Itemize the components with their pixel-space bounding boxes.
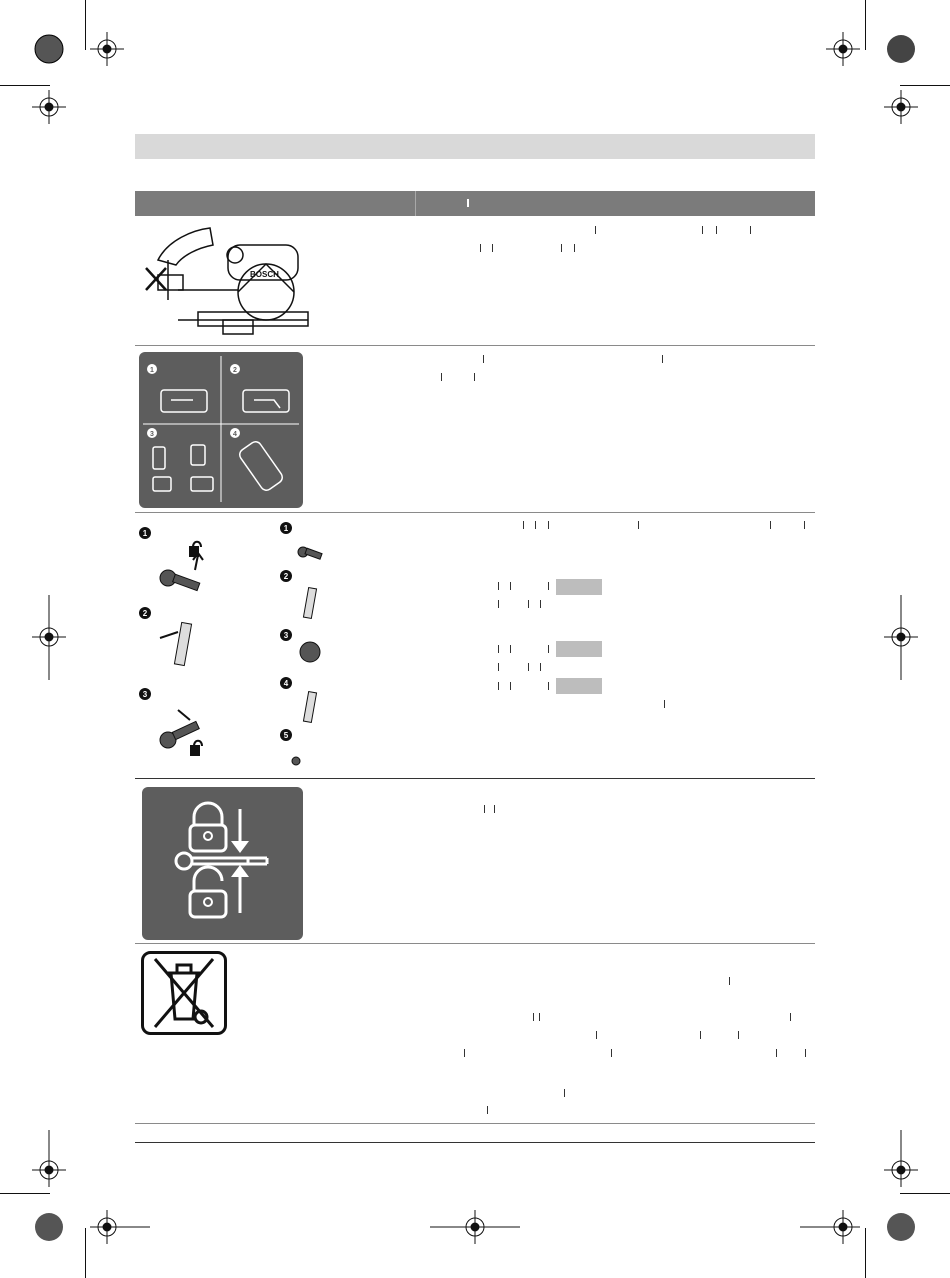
text-fragment: [510, 645, 511, 653]
text-fragment: [510, 682, 511, 690]
text-fragment: [540, 600, 541, 608]
text-fragment: [790, 1013, 791, 1021]
text-fragment: [805, 1049, 806, 1057]
text-fragment: [494, 805, 495, 813]
text-fragment: [528, 600, 529, 608]
value-placeholder: [556, 678, 602, 694]
value-placeholder: [556, 641, 602, 657]
steps-panel-drawing: [139, 352, 303, 508]
text-fragment: [474, 373, 475, 381]
text-fragment: [702, 226, 703, 234]
text-fragment: [548, 682, 549, 690]
text-fragment: [510, 582, 511, 590]
table-header: [135, 191, 815, 216]
saw-brand: BOSCH: [250, 270, 279, 279]
svg-text:3: 3: [142, 690, 148, 699]
value-placeholder: [556, 579, 602, 595]
step-3: 3: [150, 431, 154, 438]
text-fragment: [664, 700, 665, 708]
text-fragment: [638, 521, 639, 529]
weee-crossed-bin-icon: [141, 951, 227, 1035]
text-fragment: [441, 373, 442, 381]
text-fragment: [483, 355, 484, 363]
text-fragment: [564, 1089, 565, 1097]
unlock-icon: [194, 867, 222, 891]
step-1: 1: [150, 367, 154, 374]
text-fragment: [498, 682, 499, 690]
text-fragment: [662, 355, 663, 363]
text-fragment: [548, 582, 549, 590]
step-4: 4: [233, 431, 237, 438]
step-2: 2: [233, 367, 237, 374]
lock-icon: [194, 803, 222, 825]
text-fragment: [574, 244, 575, 252]
text-fragment: [539, 1013, 540, 1021]
text-fragment: [561, 244, 562, 252]
svg-text:5: 5: [283, 731, 289, 740]
row-divider: [135, 943, 815, 944]
text-fragment: [487, 1106, 488, 1114]
header-divider: [415, 191, 416, 216]
text-fragment: [540, 663, 541, 671]
text-fragment: [498, 600, 499, 608]
text-fragment: [480, 244, 481, 252]
text-fragment: [498, 582, 499, 590]
text-fragment: [716, 226, 717, 234]
text-fragment: [750, 226, 751, 234]
text-fragment: [548, 645, 549, 653]
text-fragment: [533, 1013, 534, 1021]
row-divider: [135, 512, 815, 513]
text-fragment: [492, 244, 493, 252]
header-text-fragment: [467, 199, 469, 207]
text-fragment: [498, 645, 499, 653]
svg-text:2: 2: [142, 609, 148, 618]
lock-unlock-diagram: [142, 787, 303, 940]
text-fragment: [464, 1049, 465, 1057]
text-fragment: [484, 805, 485, 813]
text-fragment: [729, 977, 730, 985]
svg-text:2: 2: [283, 572, 289, 581]
svg-text:1: 1: [283, 524, 289, 533]
text-fragment: [535, 521, 536, 529]
text-fragment: [611, 1049, 612, 1057]
text-fragment: [548, 521, 549, 529]
text-fragment: [776, 1049, 777, 1057]
section-header-band: [135, 134, 815, 159]
text-fragment: [700, 1031, 701, 1039]
text-fragment: [595, 226, 596, 234]
text-fragment: [738, 1031, 739, 1039]
table-bottom-rule: [135, 1142, 815, 1143]
row-divider: [135, 778, 815, 779]
svg-text:4: 4: [283, 679, 289, 688]
text-fragment: [528, 663, 529, 671]
text-fragment: [770, 521, 771, 529]
text-fragment: [804, 521, 805, 529]
text-fragment: [498, 663, 499, 671]
miter-saw-illustration: [138, 220, 318, 335]
svg-text:1: 1: [142, 529, 148, 538]
svg-text:3: 3: [283, 631, 289, 640]
row-divider: [135, 1123, 815, 1124]
row-divider: [135, 345, 815, 346]
text-fragment: [596, 1031, 597, 1039]
text-fragment: [523, 521, 524, 529]
adjustment-steps-illustration: [138, 520, 338, 770]
